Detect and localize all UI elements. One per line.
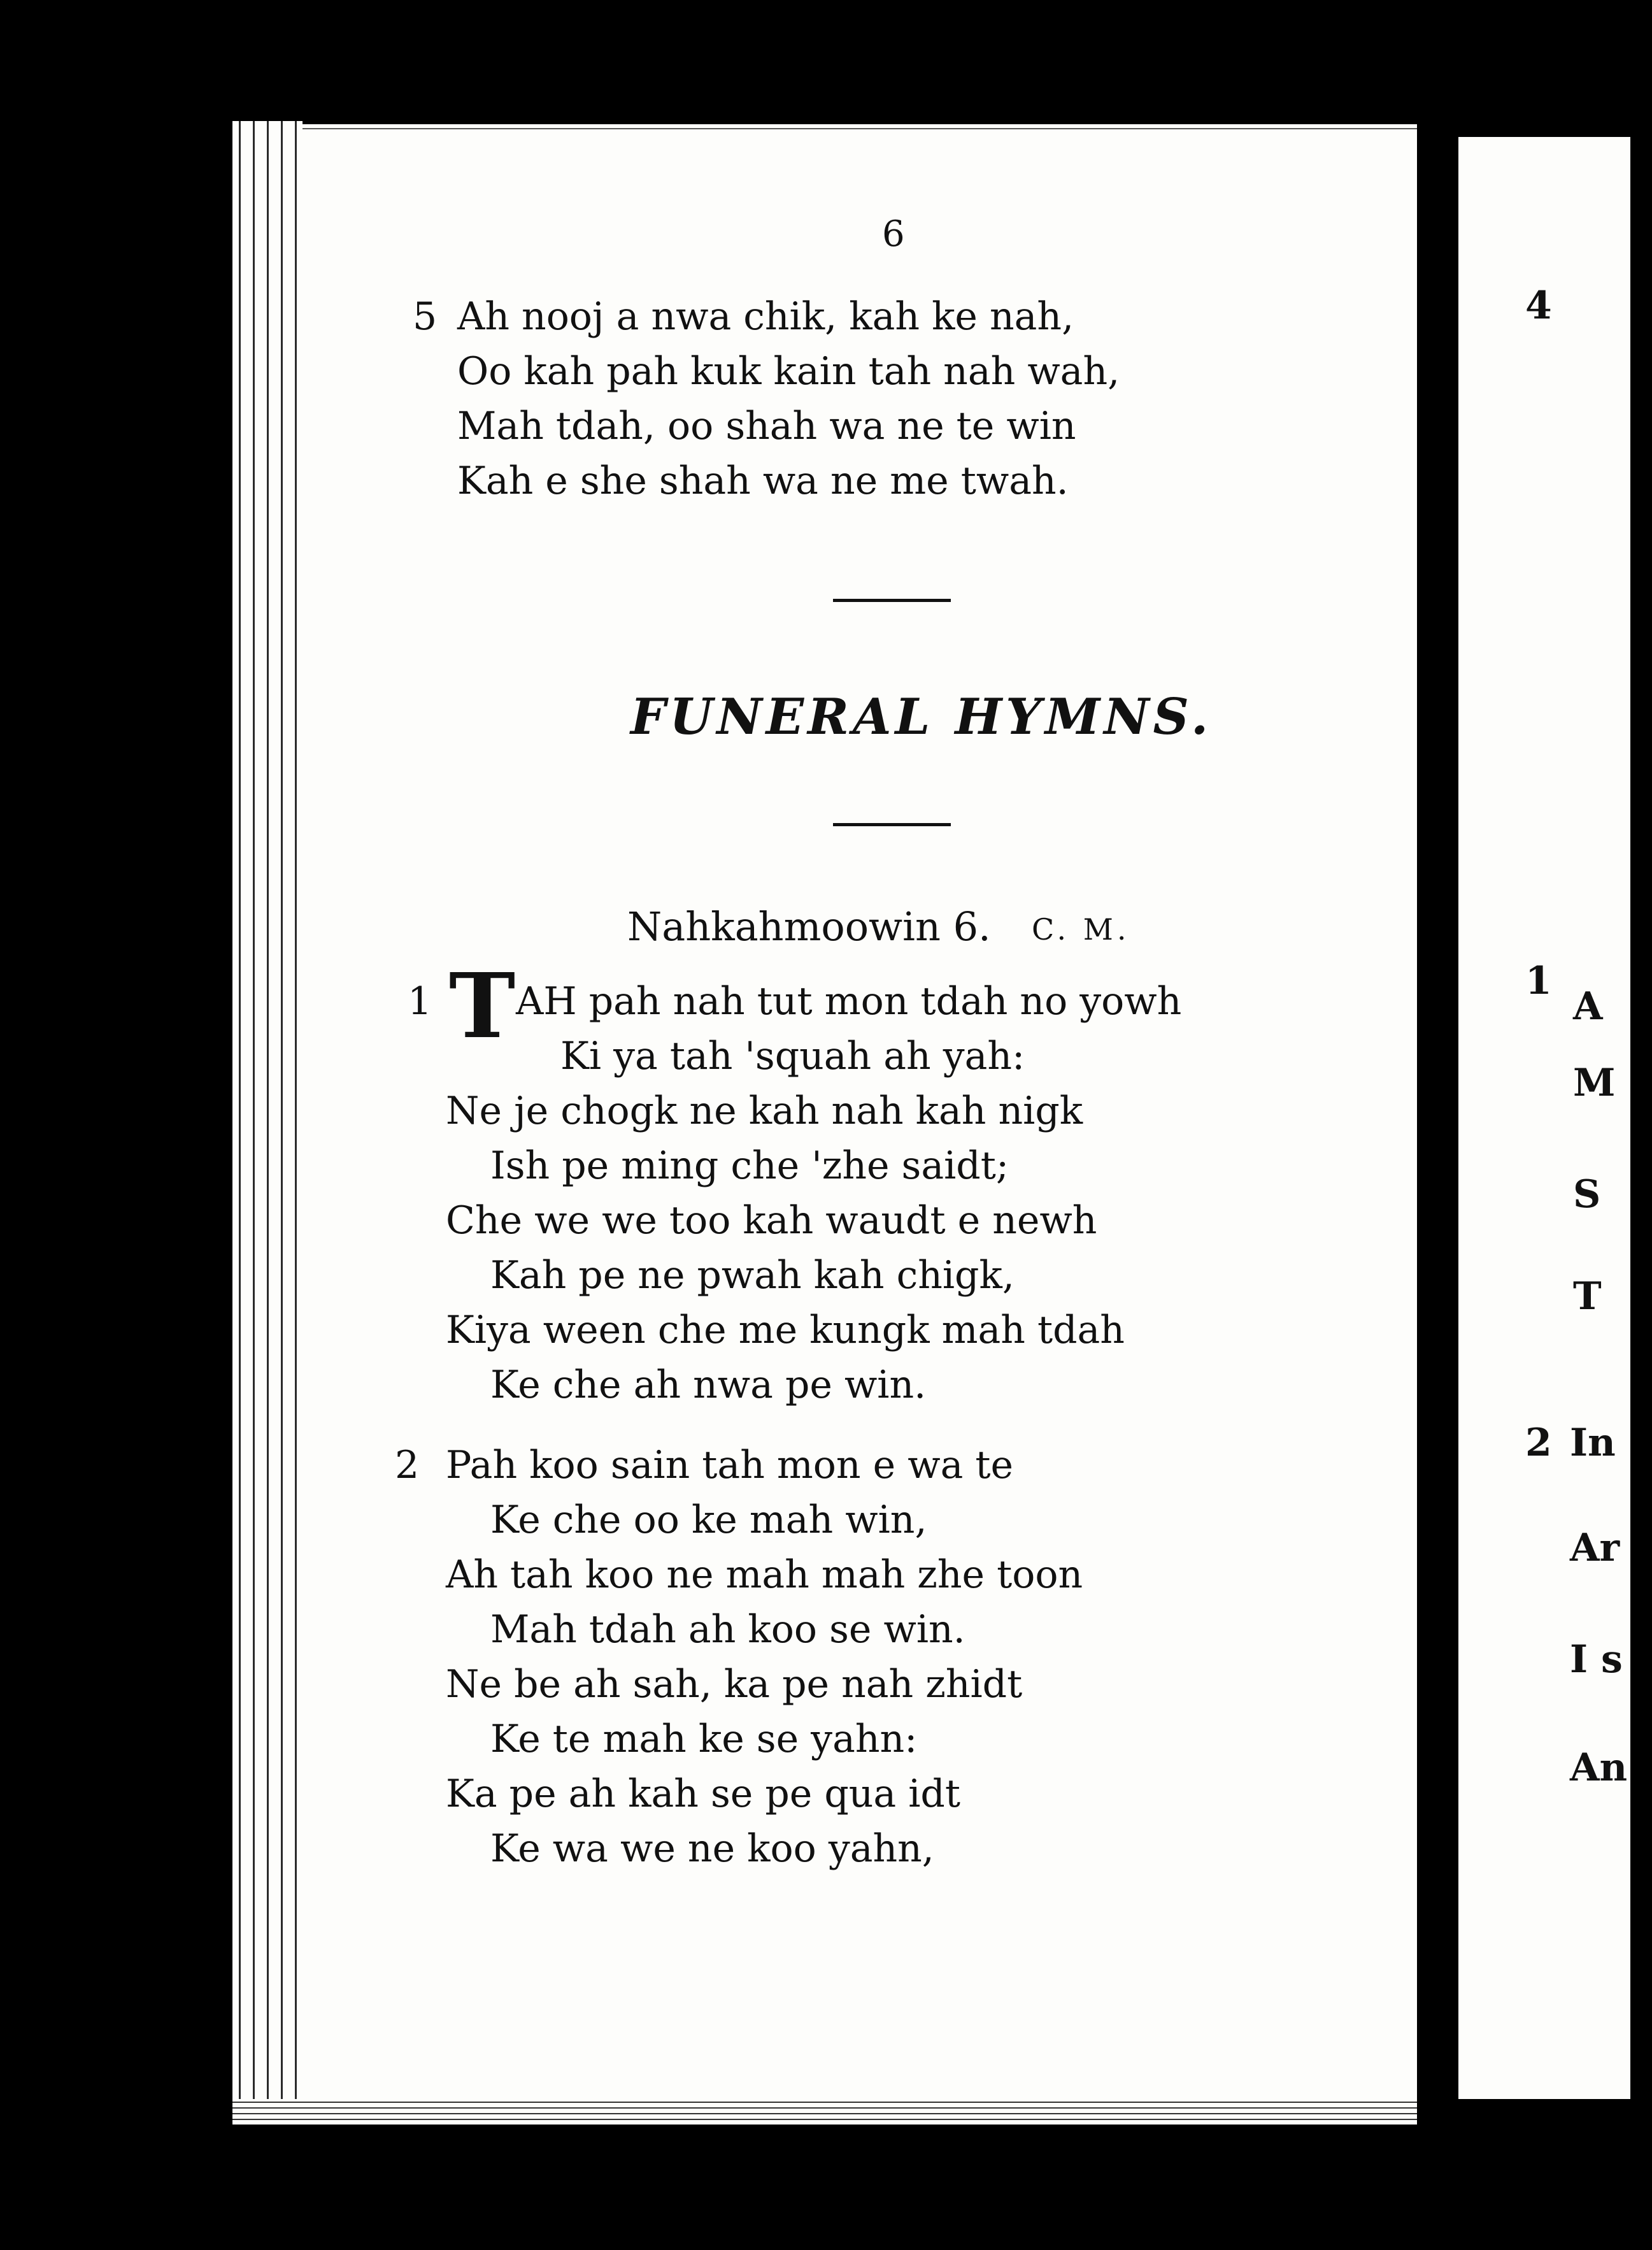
page-fore-edge [232, 121, 303, 2121]
verse-line: Ish pe ming che 'zhe saidt; [490, 1143, 1009, 1188]
facing-fragment: Ar [1570, 1526, 1620, 1570]
verse-line: Oo kah pah kuk kain tah nah wah, [457, 349, 1120, 394]
verse-line: AH pah nah tut mon tdah no yowh [516, 979, 1182, 1024]
drop-cap: T [449, 954, 516, 1059]
facing-fragment: 1 [1525, 959, 1552, 1003]
verse-line: Che we we too kah waudt e newh [446, 1198, 1097, 1243]
verse-line: Ne be ah sah, ka pe nah zhidt [446, 1662, 1023, 1707]
verse-line: Ah tah koo ne mah mah zhe toon [446, 1552, 1083, 1597]
facing-fragment: S [1573, 1172, 1601, 1217]
verse-line: Ne je chogk ne kah nah kah nigk [446, 1089, 1083, 1133]
facing-fragment: M [1573, 1061, 1616, 1105]
facing-fragment: T [1573, 1274, 1602, 1319]
verse-line: Ka pe ah kah se pe qua idt [446, 1772, 960, 1816]
verse-line: Pah koo sain tah mon e wa te [446, 1443, 1014, 1487]
facing-fragment: 4 [1525, 283, 1552, 328]
verse-line: Ke wa we ne koo yahn, [490, 1826, 934, 1871]
facing-fragment: A [1573, 984, 1603, 1029]
stanza-number: 5 [413, 294, 438, 339]
stanza-number: 2 [395, 1443, 420, 1487]
book-gutter [1417, 124, 1458, 2125]
verse-line: Ki ya tah 'squah ah yah: [560, 1034, 1025, 1078]
facing-fragment: In [1570, 1421, 1616, 1465]
verse-line: Mah tdah, oo shah wa ne te win [457, 404, 1076, 448]
page-bottom-edge [232, 2099, 1417, 2125]
right-crop [1630, 0, 1652, 2250]
divider-rule [833, 823, 951, 826]
verse-line: Ke te mah ke se yahn: [490, 1717, 918, 1761]
page-number: 6 [882, 213, 905, 255]
facing-page [1458, 137, 1630, 2099]
verse-line: Ke che ah nwa pe win. [490, 1363, 927, 1407]
verse-line: Ah nooj a nwa chik, kah ke nah, [457, 294, 1074, 339]
verse-line: Ke che oo ke mah win, [490, 1498, 927, 1542]
facing-fragment: I s [1570, 1637, 1623, 1682]
facing-fragment: An [1570, 1745, 1628, 1790]
hymn-meter: C. M. [1032, 912, 1130, 947]
facing-fragment: 2 [1525, 1421, 1552, 1465]
divider-rule [833, 599, 951, 602]
section-title: FUNERAL HYMNS. [630, 688, 1213, 746]
verse-line: Kiya ween che me kungk mah tdah [446, 1308, 1125, 1352]
hymn-heading: Nahkahmoowin 6. [627, 903, 991, 950]
verse-line: Kah e she shah wa ne me twah. [457, 459, 1069, 503]
verse-line: Kah pe ne pwah kah chigk, [490, 1253, 1015, 1298]
stanza-number: 1 [408, 979, 432, 1024]
verse-line: Mah tdah ah koo se win. [490, 1607, 965, 1652]
